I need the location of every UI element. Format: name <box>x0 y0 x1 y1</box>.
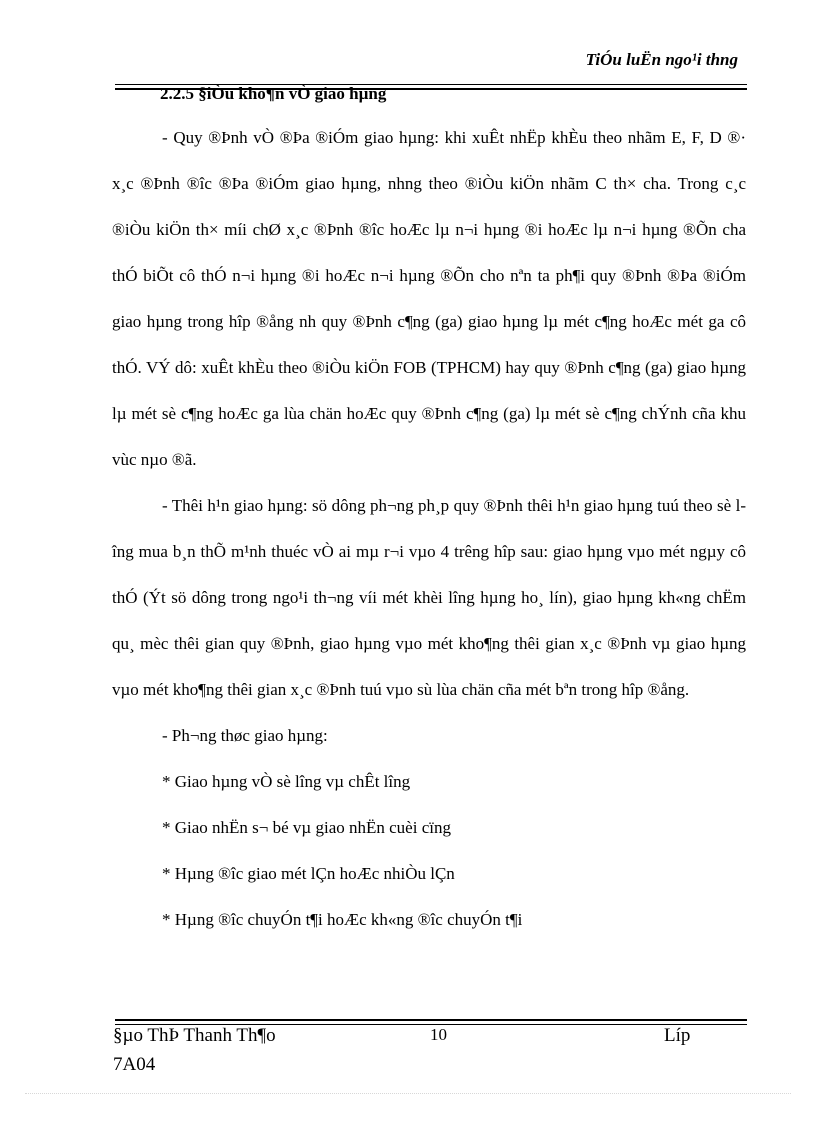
list-item: * Hµng ®îc chuyÓn t¶i hoÆc kh«ng ®îc chuyÓn t¶i <box>162 910 523 929</box>
section-heading: 2.2.5 §iÒu kho¶n vÒ giao hµng <box>160 84 387 103</box>
paragraph-delivery-method: - Ph¬ng thøc giao hµng: <box>162 726 328 745</box>
paragraph-delivery-location: - Quy ®Þnh vÒ ®Þa ®iÓm giao hµng: khi xuÊt nhËp khÈu theo nhãm E, F, D ®· x¸c ®Þnh ®îc ®Þa ®iÓm giao hµng, nhng theo ®iÒu kiÖn nhãm C th× cha. Trong c¸c ®iÒu kiÖn th× míi chØ x¸c ®Þnh ®îc hoÆc lµ n¬i hµng ®i hoÆc lµ n¬i hµng ®Õn cha thÓ biÕt cô thÓ n¬i hµng ®i hoÆc n¬i hµng ®Õn cho nªn ta ph¶i quy ®Þnh ®Þa ®iÓm giao hµng trong hîp ®ång nh quy ®Þnh c¶ng (ga) giao hµng lµ mét c¶ng hoÆc mét ga cô thÓ. VÝ dô: xuÊt khÈu theo ®iÒu kiÖn FOB (TPHCM) hay quy ®Þnh c¶ng (ga) giao hµng lµ mét sè c¶ng hoÆc ga lùa chän hoÆc quy ®Þnh c¶ng (ga) lµ mét sè c¶ng chÝnh cña khu vùc nµo ®ã. <box>112 128 746 469</box>
footer-author: §µo ThÞ Thanh Th¶o <box>113 1025 276 1046</box>
page-header-title: TiÓu luËn ngo¹i thng <box>585 50 738 69</box>
list-item: * Giao hµng vÒ sè lîng vµ chÊt lîng <box>162 772 411 791</box>
body-text <box>112 115 746 943</box>
list-item: * Hµng ®îc giao mét lÇn hoÆc nhiÒu lÇn <box>162 864 455 883</box>
page-edge-divider <box>25 1093 791 1094</box>
footer-rule-thick <box>115 1019 747 1021</box>
page-number: 10 <box>430 1025 447 1044</box>
footer-class-label: Líp <box>664 1025 691 1046</box>
list-item: * Giao nhËn s¬ bé vµ giao nhËn cuèi cïng <box>162 818 451 837</box>
paragraph-delivery-time: - Thêi h¹n giao hµng: sö dông ph¬ng ph¸p quy ®Þnh thêi h¹n giao hµng tuú theo sè lîng mua b¸n thÕ m¹nh thuéc vÒ ai mµ r¬i vµo 4 trêng hîp sau: giao hµng vµo mét ngµy cô thÓ (Ýt sö dông trong ngo¹i th¬ng víi mét khèi lîng hµng ho¸ lín), giao hµng kh«ng chËm qu¸ mèc thêi gian quy ®Þnh, giao hµng vµo mét kho¶ng thêi gian x¸c ®Þnh vµ giao hµng vµo mét kho¶ng thêi gian x¸c ®Þnh tuú vµo sù lùa chän cña mét bªn trong hîp ®ång. <box>112 496 746 699</box>
footer-class-code: 7A04 <box>113 1054 156 1075</box>
